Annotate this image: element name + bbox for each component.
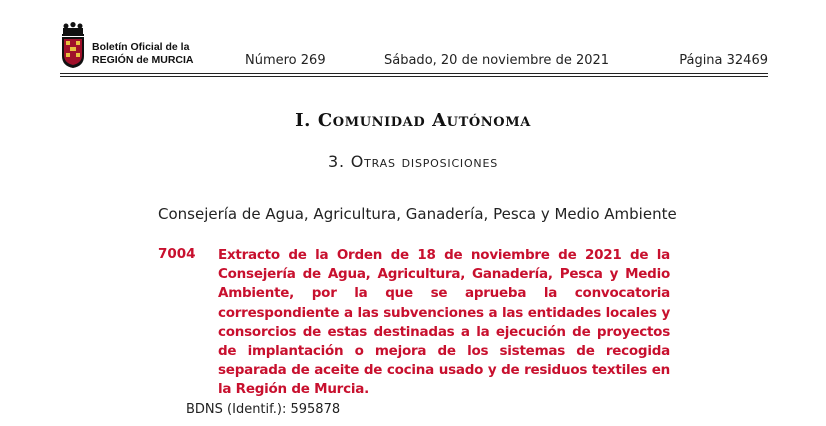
entry-extract: Extracto de la Orden de 18 de noviembre de 2021 de la Consejería de Agua, Agricultura, Ganadería, Pesca y Medio Ambiente, por la que se aprueba la convocatoria correspondiente a las subvenciones a las entidades locales y consorcios de estas destinadas a la ejecución de proyectos de implantación o mejora de los sistemas de recogida separada de aceite de cocina usado y de residuos textiles en la Región de Murcia. bbox=[218, 247, 670, 398]
bulletin-header bbox=[60, 22, 768, 78]
ministry-name: Consejería de Agua, Agricultura, Ganadería, Pesca y Medio Ambiente bbox=[158, 205, 677, 223]
bdns-identifier: BDNS (Identif.): 595878 bbox=[186, 402, 341, 417]
bulletin-brand bbox=[92, 41, 194, 67]
brand-line-2: REGIÓN de MURCIA bbox=[92, 54, 194, 66]
brand-line-1: Boletín Oficial de la bbox=[92, 41, 190, 53]
page-number: Página 32469 bbox=[679, 53, 768, 68]
header-rule-top bbox=[60, 73, 768, 74]
coat-of-arms-icon bbox=[60, 22, 86, 68]
section-title: I. Comunidad Autónoma bbox=[295, 110, 531, 131]
header-rule-bottom bbox=[60, 76, 768, 77]
issue-number: Número 269 bbox=[245, 53, 326, 68]
issue-date: Sábado, 20 de noviembre de 2021 bbox=[384, 53, 610, 68]
entry-number: 7004 bbox=[158, 246, 196, 262]
subsection-title: 3. Otras disposiciones bbox=[327, 152, 498, 171]
